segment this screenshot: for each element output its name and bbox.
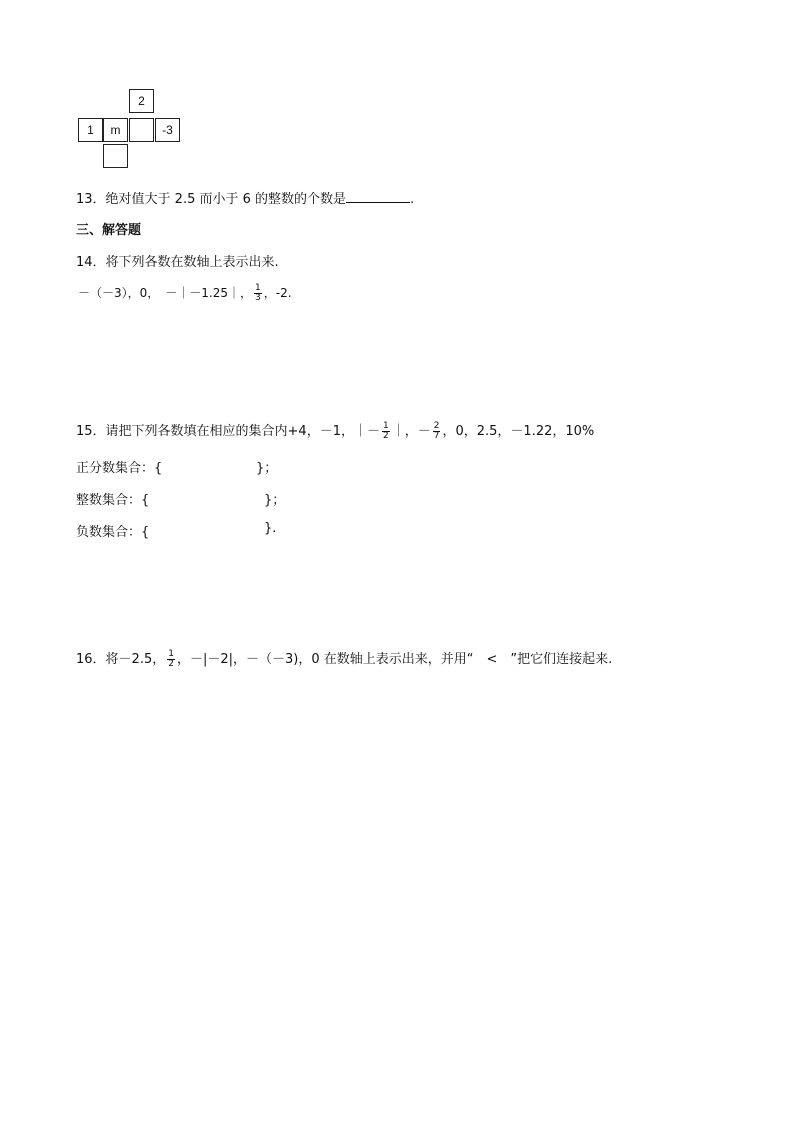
q15-prompt-text: 15．请把下列各数填在相应的集合内+4，－1，｜－ (76, 424, 380, 439)
q15-fraction-2 (433, 422, 441, 441)
set-positive-fractions-close: }； (256, 461, 278, 476)
net-cell-neg3: -3 (155, 118, 180, 142)
q15-frac2-num: 2 (433, 421, 440, 431)
question-13 (76, 188, 414, 207)
net-cell-1: 1 (78, 118, 103, 142)
set-integers-close: }； (264, 493, 286, 508)
q14-frac-den: 3 (255, 293, 261, 303)
q16-fraction (167, 650, 175, 669)
net-cell-bottom (103, 144, 128, 168)
question-16 (76, 648, 612, 669)
q14-numbers-a: －（－3），0， －｜－1.25｜， (78, 286, 252, 300)
q15-mid-text: ｜，－ (391, 424, 431, 439)
set-integers (76, 489, 149, 508)
set-label: 负数集合：{ (76, 525, 150, 540)
net-cell-m: m (103, 118, 128, 142)
question-15-prompt (76, 420, 594, 441)
q16-frac-den: 2 (168, 659, 174, 669)
q14-numbers-b: ，-2. (263, 286, 292, 300)
question-14-prompt: 14．将下列各数在数轴上表示出来. (76, 255, 279, 270)
set-label: 整数集合：{ (76, 493, 150, 508)
q13-end: . (410, 192, 415, 207)
question-14-numbers (78, 284, 292, 303)
q13-answer-blank[interactable] (346, 190, 410, 203)
q15-frac2-den: 7 (433, 431, 440, 441)
q14-fraction (254, 284, 262, 303)
section-heading: 三、解答题 (76, 223, 142, 238)
set-positive-fractions (76, 457, 162, 476)
net-cell-blank (129, 118, 154, 142)
q14-frac-num: 1 (255, 283, 261, 293)
q15-fraction-1 (382, 422, 390, 441)
q16-part1: 16．将－2.5， (76, 652, 166, 667)
q15-tail-text: ，0，2.5，－1.22，10% (442, 424, 595, 439)
q15-frac1-num: 1 (382, 421, 389, 431)
q16-frac-num: 1 (168, 649, 174, 659)
q16-part2: ，－|－2|，－（－3)，0 在数轴上表示出来，并用“ < ”把它们连接起来. (176, 652, 613, 667)
set-negatives-close: }. (264, 521, 277, 536)
set-label: 正分数集合：{ (76, 461, 163, 476)
q13-text: 13．绝对值大于 2.5 而小于 6 的整数的个数是 (76, 192, 347, 207)
net-cell-top: 2 (129, 89, 154, 113)
set-negatives (76, 521, 149, 540)
q15-frac1-den: 2 (382, 431, 389, 441)
